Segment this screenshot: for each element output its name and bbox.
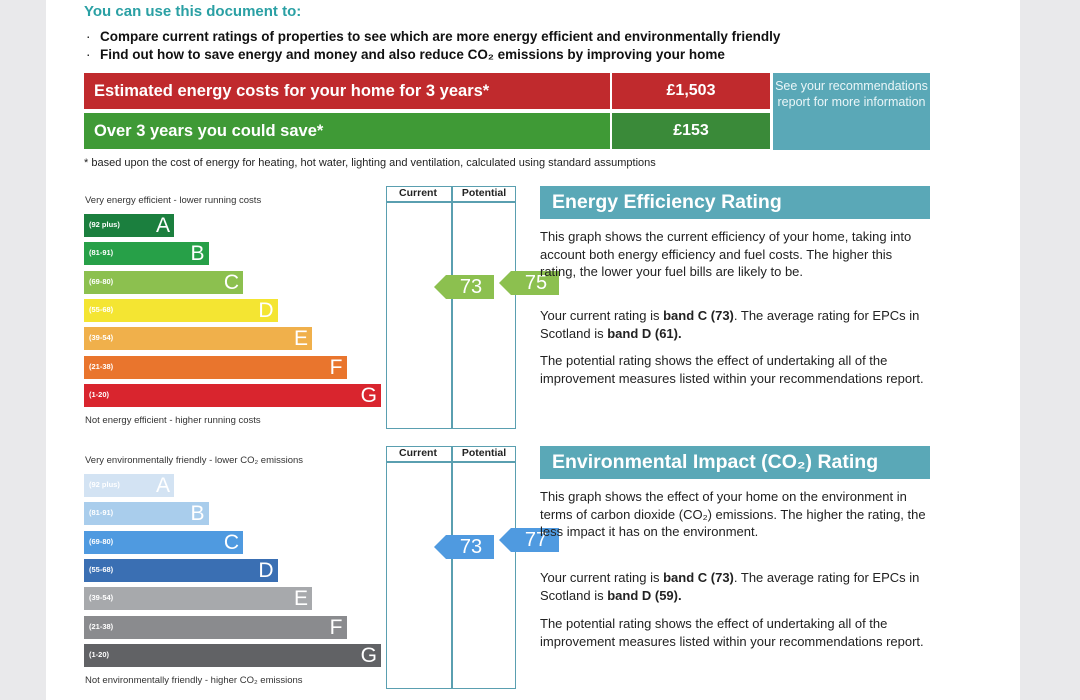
env-p2-a: Your current rating is: [540, 570, 664, 585]
energy-potential-arrow-value: 75: [524, 272, 548, 295]
energy-band-range: (81-91): [89, 248, 114, 258]
energy-panel-title: Energy Efficiency Rating: [540, 186, 930, 219]
energy-p2-average: band D (61).: [607, 325, 682, 341]
energy-band-letter: A: [155, 214, 170, 237]
energy-band-e: [84, 327, 312, 350]
env-paragraph-1: This graph shows the effect of your home on the environment in terms of carbon dioxide (CO₂) emissions. The higher the rating, the less impact it has on the environment.: [540, 489, 926, 539]
bullet-save-text: Find out how to save energy and money and also reduce CO₂ emissions by improving your home: [100, 47, 725, 62]
env-panel-title: Environmental Impact (CO₂) Rating: [540, 446, 930, 479]
energy-band-letter: D: [258, 298, 274, 322]
energy-band-letter: C: [223, 270, 239, 294]
estimated-cost-row: [84, 73, 770, 109]
energy-band-g: [84, 384, 381, 407]
env-band-range: (55-68): [89, 564, 114, 574]
env-top-caption: Very environmentally friendly - lower CO₂ emissions: [85, 455, 304, 466]
energy-band-d: [84, 299, 278, 322]
energy-band-c: [84, 271, 243, 294]
energy-top-caption: Very energy efficient - lower running costs: [85, 195, 262, 206]
env-band-letter: D: [258, 558, 274, 582]
energy-bottom-caption: Not energy efficient - higher running costs: [85, 415, 261, 426]
energy-current-arrow: [434, 275, 494, 299]
env-band-range: (69-80): [89, 536, 114, 546]
env-band-range: (92 plus): [89, 480, 120, 489]
savings-label: Over 3 years you could save*: [84, 113, 610, 149]
energy-column-divider: [451, 186, 453, 429]
intro-title: You can use this document to:: [84, 3, 302, 20]
env-bottom-caption: Not environmentally friendly - higher CO₂ emissions: [85, 675, 303, 686]
env-paragraph-2: [540, 569, 930, 604]
env-band-e: [84, 587, 312, 610]
env-band-c: [84, 531, 243, 554]
env-band-letter: E: [293, 587, 308, 611]
energy-header-potential: Potential: [461, 187, 507, 199]
energy-band-letter: G: [360, 383, 377, 407]
env-band-b: [84, 502, 209, 525]
env-p2-average: band D (59).: [607, 587, 682, 603]
energy-paragraph-3: The potential rating shows the effect of undertaking all of the improvement measures listed within your recommendations report.: [540, 353, 924, 386]
env-band-range: (21-38): [89, 621, 114, 631]
see-recommendations-box: See your recommendations report for more information: [773, 73, 930, 150]
env-band-d: [84, 559, 278, 582]
bullet-compare: · Compare current ratings of properties to see which are more energy efficient and environmentally friendly: [86, 29, 781, 44]
energy-band-letter: F: [329, 355, 343, 379]
energy-band-range: (92 plus): [89, 220, 120, 229]
environmental-impact-chart: [84, 446, 548, 691]
energy-band-range: (39-54): [89, 333, 114, 343]
energy-band-b: [84, 242, 209, 265]
env-band-letter: F: [329, 615, 343, 639]
env-band-letter: G: [360, 643, 377, 667]
env-band-letter: C: [223, 530, 239, 554]
energy-header-line: [386, 201, 516, 203]
energy-p2-c: . The average rating for EPCs in Scotland is: [540, 308, 920, 341]
env-band-range: (1-20): [89, 649, 110, 659]
env-current-arrow: [434, 535, 494, 559]
env-band-range: (81-91): [89, 508, 114, 518]
savings-row: [84, 113, 770, 149]
cost-footnote: * based upon the cost of energy for heating, hot water, lighting and ventilation, calculated using standard assumptions: [84, 157, 656, 169]
env-band-letter: B: [190, 502, 205, 526]
energy-band-letter: E: [293, 327, 308, 351]
energy-current-arrow-value: 73: [459, 275, 483, 298]
energy-paragraph-2: [540, 307, 930, 342]
estimated-cost-value: £1,503: [612, 73, 770, 109]
env-band-g: [84, 644, 381, 667]
energy-band-a: [84, 214, 174, 237]
estimated-cost-label: Estimated energy costs for your home for 3 years*: [84, 73, 610, 109]
energy-p2-band: band C (73): [663, 308, 734, 323]
bullet-compare-text: Compare current ratings of properties to see which are more energy efficient and environmentally friendly: [100, 29, 781, 44]
env-column-divider: [451, 446, 453, 689]
env-p2-c: . The average rating for EPCs in Scotland is: [540, 570, 920, 603]
env-paragraph-3: The potential rating shows the effect of undertaking all of the improvement measures listed within your recommendations report.: [540, 616, 924, 649]
env-potential-arrow-value: 77: [524, 528, 548, 551]
energy-p2-a: Your current rating is: [540, 308, 664, 323]
env-band-f: [84, 616, 347, 639]
energy-header-current: Current: [399, 187, 437, 199]
energy-band-f: [84, 356, 347, 379]
env-header-current: Current: [399, 447, 437, 459]
energy-paragraph-1: This graph shows the current efficiency of your home, taking into account both energy efficiency and fuel costs. The higher this rating, the lower your fuel bills are likely to be.: [540, 229, 912, 279]
env-p2-band: band C (73): [663, 570, 734, 585]
env-header-line: [386, 461, 516, 463]
energy-band-range: (21-38): [89, 361, 114, 371]
energy-band-range: (55-68): [89, 304, 114, 314]
env-current-arrow-value: 73: [459, 535, 483, 558]
env-band-a: [84, 474, 174, 497]
env-header-potential: Potential: [461, 447, 507, 459]
bullet-save: · Find out how to save energy and money and also reduce CO₂ emissions by improving your home: [86, 47, 725, 62]
env-band-letter: A: [155, 474, 170, 497]
energy-band-letter: B: [190, 242, 205, 266]
env-band-range: (39-54): [89, 593, 114, 603]
energy-band-range: (69-80): [89, 276, 114, 286]
energy-band-range: (1-20): [89, 389, 110, 399]
energy-efficiency-chart: [84, 186, 548, 431]
savings-value: £153: [612, 113, 770, 149]
